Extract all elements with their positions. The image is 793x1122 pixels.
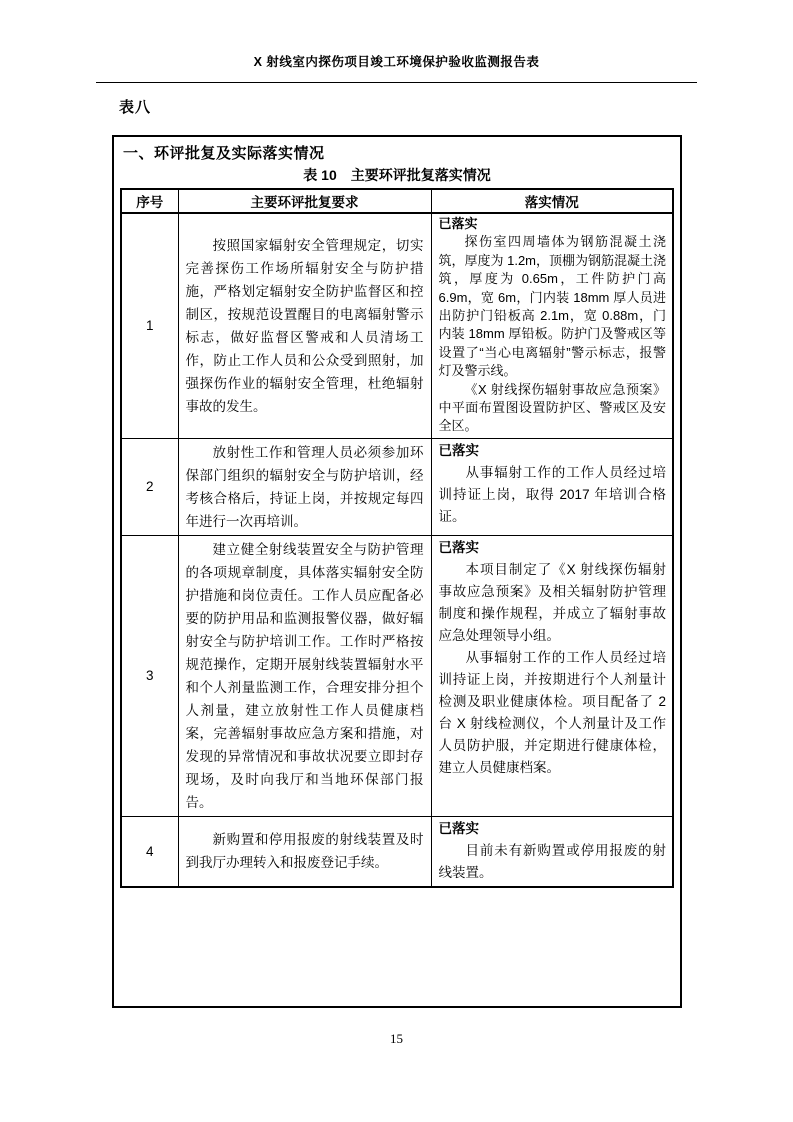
column-header-status: 落实情况 xyxy=(431,189,673,213)
table-row xyxy=(121,213,673,438)
main-panel xyxy=(112,135,682,1008)
table-row xyxy=(121,816,673,887)
document-header-title: X 射线室内探伤项目竣工环境保护验收监测报告表 xyxy=(253,55,540,69)
table-caption: 表 10 主要环评批复落实情况 xyxy=(303,167,491,183)
page-number: 15 xyxy=(390,1031,403,1046)
table-row xyxy=(121,535,673,816)
panel-heading: 一、环评批复及实际落实情况 xyxy=(123,145,325,162)
status-cell xyxy=(431,535,673,816)
table-row xyxy=(121,438,673,535)
row-number: 3 xyxy=(121,535,178,816)
status-cell xyxy=(431,816,673,887)
status-label: 已落实 xyxy=(438,216,478,231)
table-header-row xyxy=(121,189,673,213)
review-table xyxy=(120,188,674,888)
status-cell xyxy=(431,438,673,535)
requirement-text: 放射性工作和管理人员必须参加环保部门组织的辐射安全与防护培训，经考核合格后，持证上岗，并按规定每四年进行一次再培训。 xyxy=(185,444,424,529)
requirement-text: 按照国家辐射安全管理规定，切实完善探伤工作场所辐射安全与防护措施，严格划定辐射安全防护监督区和控制区，按规范设置醒目的电离辐射警示标志，做好监督区警戒和人员清场工作，防止工作人员和公众受到照射，加强探伤作业的辐射安全管理，杜绝辐射事故的发生。 xyxy=(185,237,424,414)
status-paragraph: 《X 射线探伤辐射事故应急预案》中平面布置图设置防护区、警戒区及安全区。 xyxy=(438,381,666,434)
status-label: 已落实 xyxy=(438,820,479,836)
column-header-number: 序号 xyxy=(121,189,178,213)
row-number: 2 xyxy=(121,438,178,535)
requirement-text: 新购置和停用报废的射线装置及时到我厅办理转入和报废登记手续。 xyxy=(185,832,424,871)
row-number: 1 xyxy=(121,213,178,438)
requirement-cell xyxy=(178,535,431,816)
column-header-requirement: 主要环评批复要求 xyxy=(178,189,431,213)
status-cell xyxy=(431,213,673,438)
requirement-text: 建立健全射线装置安全与防护管理的各项规章制度，具体落实辐射安全防护措施和岗位责任。工作人员应配备必要的防护用品和监测报警仪器，做好辐射安全与防护培训工作。工作时严格按规范操作，定期开展射线装置辐射水平和个人剂量监测工作，合理安排分担个人剂量，建立放射性工作人员健康档案，完善辐射事故应急方案和措施，对发现的异常情况和事故状况要立即封存现场，及时向我厅和当地环保部门报告。 xyxy=(185,541,424,810)
document-header xyxy=(96,52,697,83)
requirement-cell xyxy=(178,816,431,887)
requirement-cell xyxy=(178,213,431,438)
status-paragraph: 本项目制定了《X 射线探伤辐射事故应急预案》及相关辐射防护管理制度和操作规程，并成立了辐射事故应急处理领导小组。 xyxy=(438,561,666,643)
status-label: 已落实 xyxy=(438,442,479,458)
section-label-table8: 表八 xyxy=(119,99,152,116)
status-paragraph: 目前未有新购置或停用报废的射线装置。 xyxy=(438,842,666,880)
requirement-cell xyxy=(178,438,431,535)
row-number: 4 xyxy=(121,816,178,887)
status-paragraph: 探伤室四周墙体为钢筋混凝土浇筑，厚度为 1.2m，顶棚为钢筋混凝土浇筑，厚度为 0.65m，工件防护门高 6.9m，宽 6m，门内装 18mm 厚人员进出防护门铅板高 2.1m，宽 0.88m，门内装 18mm 厚铅板。防护门及警戒区等设置了“当心电离辐射”警示标志，报警灯及警示线。 xyxy=(438,234,667,379)
status-paragraph: 从事辐射工作的工作人员经过培训持证上岗，并按期进行个人剂量计检测及职业健康体检。项目配备了 2 台 X 射线检测仪，个人剂量计及工作人员防护服，并定期进行健康体检，建立人员健康档案。 xyxy=(438,649,666,775)
status-label: 已落实 xyxy=(438,539,479,555)
status-paragraph: 从事辐射工作的工作人员经过培训持证上岗，取得 2017 年培训合格证。 xyxy=(438,464,666,524)
